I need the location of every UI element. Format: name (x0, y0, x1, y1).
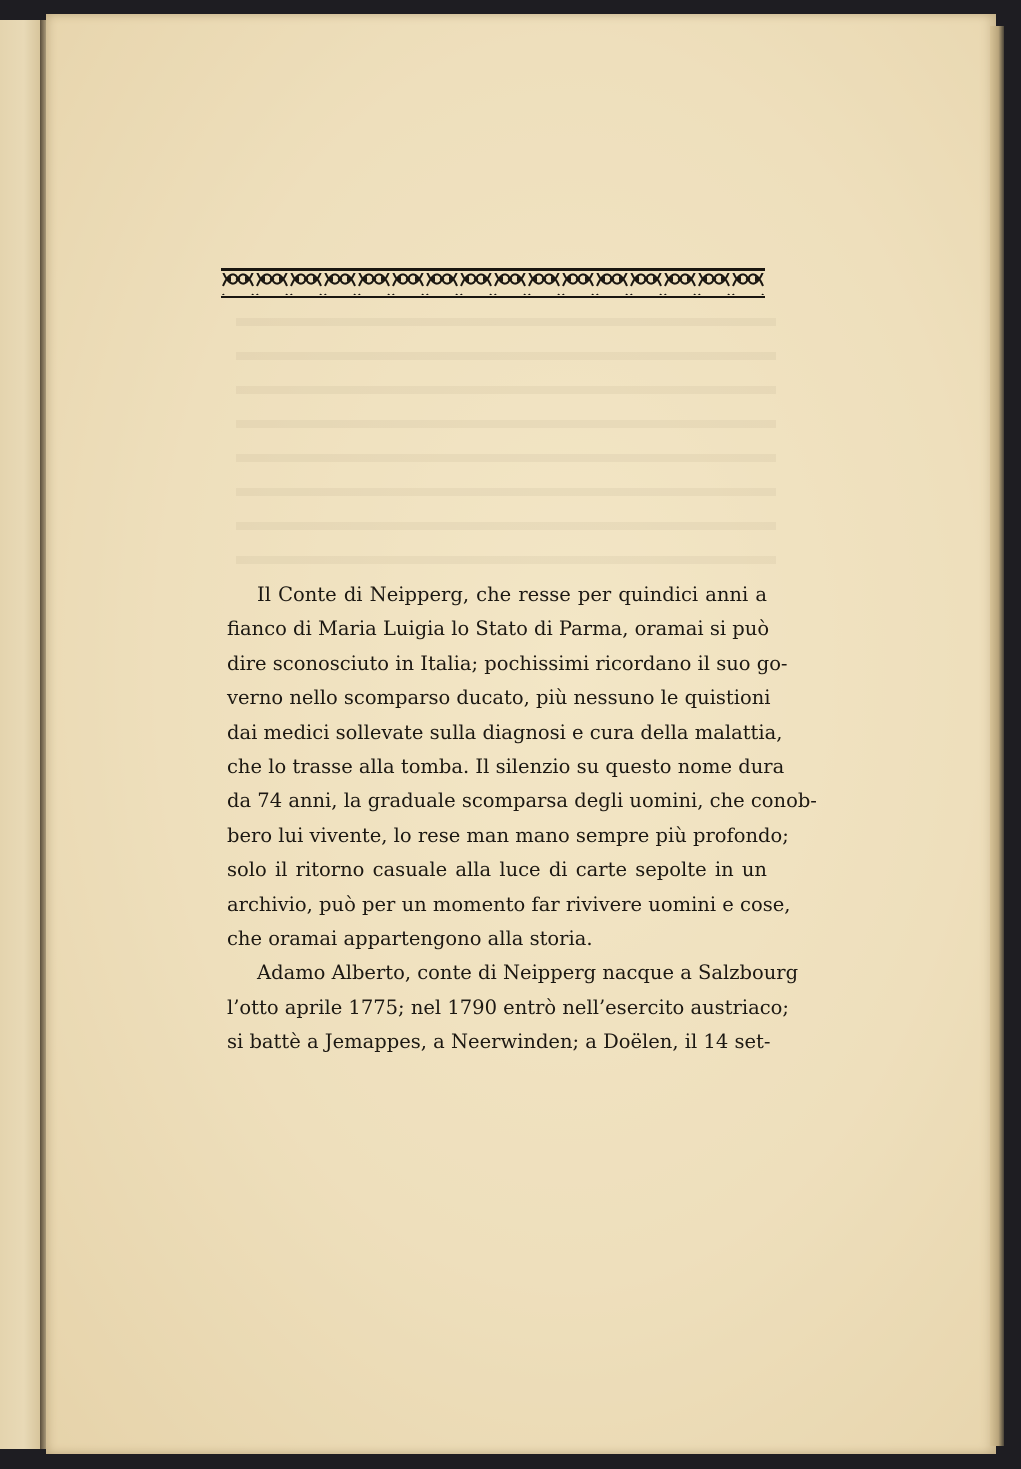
text-line: dai medici sollevate sulla diagnosi e cura della malattia, (227, 720, 783, 744)
text-line: archivio, può per un momento far rivivere uomini e cose, (227, 892, 791, 916)
show-through-text (236, 318, 776, 568)
text-line: verno nello scomparso ducato, più nessuno le quistioni (227, 686, 771, 710)
text-line: fianco di Maria Luigia lo Stato di Parma, oramai si può (227, 617, 770, 641)
text-line: Adamo Alberto, conte di Neipperg nacque a Salzbourg (257, 961, 799, 985)
paragraph-1 (227, 578, 817, 956)
text-line: Il Conte di Neipperg, che resse per quindici anni a (257, 583, 767, 606)
text-line: bero lui vivente, lo rese man mano sempre più profondo; (227, 823, 789, 847)
text-line: solo il ritorno casuale alla luce di carte sepolte in un (227, 858, 767, 882)
decorative-header-ornament (221, 268, 765, 300)
text-line: si battè a Jemappes, a Neerwinden; a Doëlen, il 14 set- (227, 1030, 771, 1054)
text-line: che lo trasse alla tomba. Il silenzio su questo nome dura (227, 755, 785, 779)
left-page-edge (0, 20, 40, 1449)
paragraph-2 (227, 956, 799, 1059)
text-line: che oramai appartengono alla storia. (227, 927, 593, 951)
text-line: dire sconosciuto in Italia; pochissimi ricordano il suo go- (227, 651, 788, 675)
text-line: l’otto aprile 1775; nel 1790 entrò nell’esercito austriaco; (227, 995, 789, 1019)
text-line: da 74 anni, la graduale scomparsa degli uomini, che conob- (227, 789, 817, 813)
body-text (227, 578, 817, 1060)
page-fore-edge (990, 26, 1004, 1446)
